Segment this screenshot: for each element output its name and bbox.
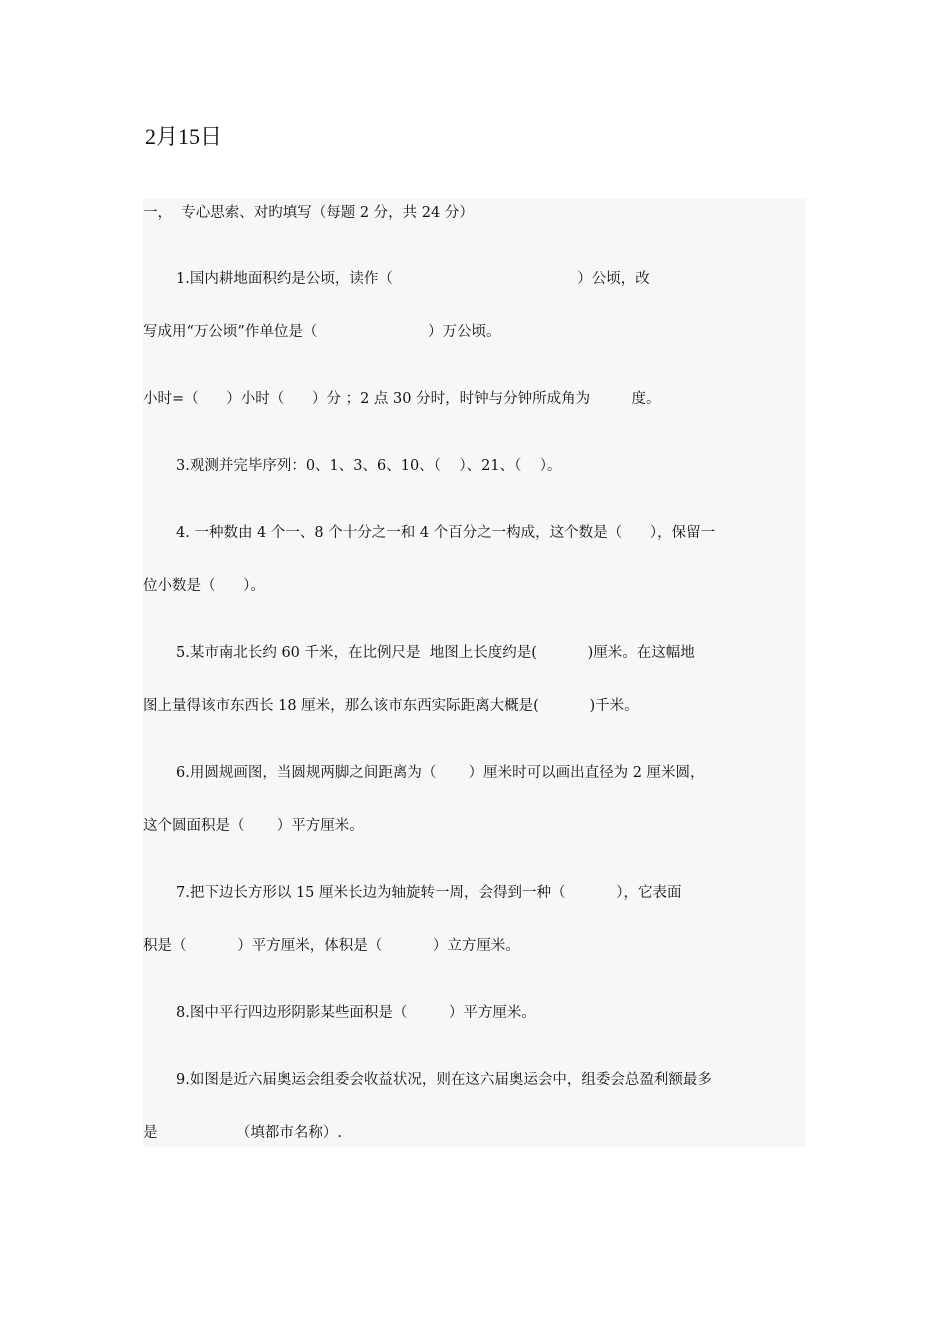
question-5-line-2: 图上量得该市东西长 18 厘米，那么该市东西实际距离大概是( )千米。	[143, 698, 639, 714]
page-date: 2月15日	[145, 124, 223, 149]
question-5-line-1: 5.某市南北长约 60 千米，在比例尺是 地图上长度约是( )厘米。在这幅地	[176, 645, 695, 661]
question-4-line-1: 4. 一种数由 4 个一、8 个十分之一和 4 个百分之一构成，这个数是（ ），保留一	[176, 525, 716, 541]
question-8-line-1: 8.图中平行四边形阴影某些面积是（ ）平方厘米。	[176, 1005, 536, 1021]
question-1-line-1: 1.国内耕地面积约是公顷，读作（ ）公顷，改	[176, 271, 650, 287]
question-3-line-1: 3.观测并完毕序列：0、1、3、6、10、（ ）、21、（ ）。	[176, 458, 562, 474]
question-4-line-2: 位小数是（ ）。	[143, 578, 265, 594]
question-7-line-1: 7.把下边长方形以 15 厘米长边为轴旋转一周，会得到一种（ ），它表面	[176, 885, 682, 901]
question-2-line-1: 小时=（ ）小时（ ）分 ；2 点 30 分时，时钟与分钟所成角为 度。	[143, 391, 661, 407]
question-1-line-2: 写成用“万公顷”作单位是（ ）万公顷。	[143, 324, 501, 340]
question-9-line-1: 9.如图是近六届奥运会组委会收益状况，则在这六届奥运会中，组委会总盈利额最多	[176, 1072, 712, 1088]
exercise-section	[143, 199, 806, 1147]
question-7-line-2: 积是（ ）平方厘米，体积是（ ）立方厘米。	[143, 938, 520, 954]
question-9-line-2: 是 （填都市名称）.	[143, 1125, 342, 1141]
question-6-line-1: 6.用圆规画图，当圆规两脚之间距离为（ ）厘米时可以画出直径为 2 厘米圆，	[176, 765, 705, 781]
section-heading: 一， 专心思索、对旳填写（每题 2 分，共 24 分）	[143, 205, 474, 221]
question-6-line-2: 这个圆面积是（ ）平方厘米。	[143, 818, 364, 834]
